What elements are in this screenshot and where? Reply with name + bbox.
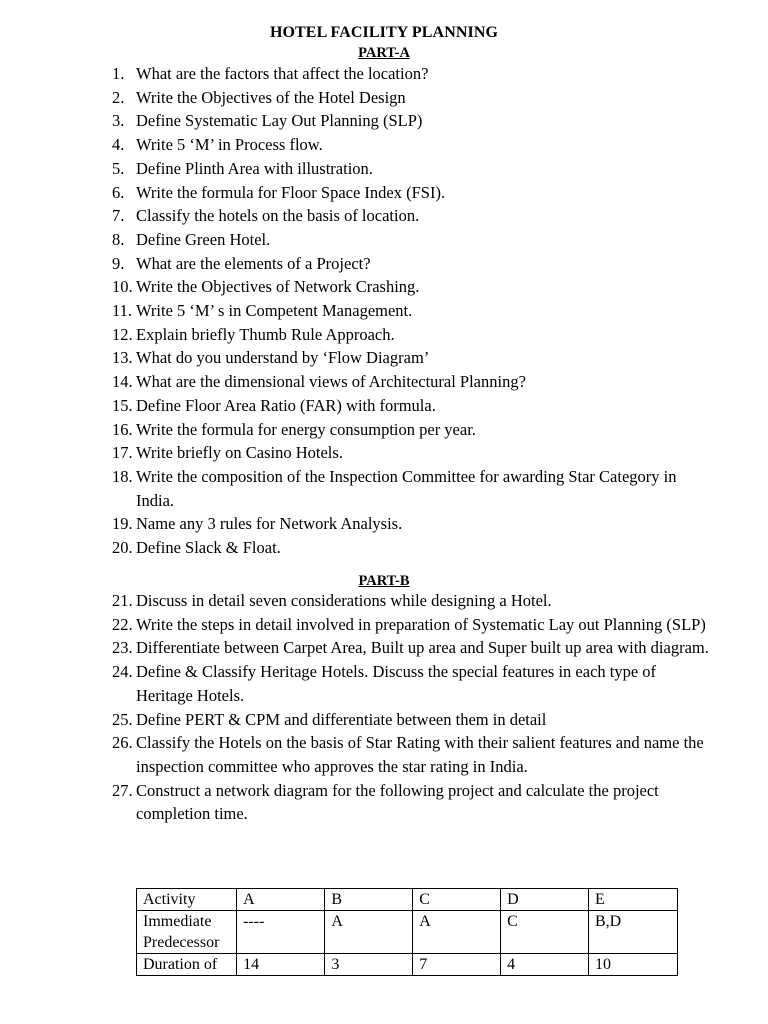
question-number: 12. [112,324,133,344]
table-row [137,911,678,954]
table-cell: 7 [413,954,501,976]
question-number: 26. [112,733,133,753]
question-text: What are the elements of a Project? [136,253,371,273]
table-row-label: Activity [137,889,237,911]
question-number: 8. [112,229,125,249]
question-item [112,109,712,133]
question-item [112,62,712,86]
question-item [112,252,712,276]
table-cell: A [325,911,413,954]
question-item [112,133,712,157]
table-row-label: Duration of [137,954,237,976]
question-number: 22. [112,614,133,634]
table-row-label: Immediate Predecessor [137,911,237,954]
question-text: Classify the hotels on the basis of location. [136,206,420,226]
table-cell: E [588,889,677,911]
question-text: What are the dimensional views of Architectural Planning? [136,372,526,392]
question-number: 15. [112,395,133,415]
question-item [112,613,712,637]
question-text: Write 5 ‘M’ s in Competent Management. [136,301,413,321]
question-item [112,228,712,252]
question-text: Write the formula for energy consumption per year. [136,419,476,439]
question-number: 17. [112,443,133,463]
question-text: Write the formula for Floor Space Index (FSI). [136,182,446,202]
question-number: 23. [112,638,133,658]
table-cell: A [413,911,501,954]
question-item [112,86,712,110]
question-number: 11. [112,301,133,321]
question-text: Construct a network diagram for the following project and calculate the project completion time. [136,780,659,824]
table-cell: ---- [237,911,325,954]
table-cell: C [413,889,501,911]
question-number: 2. [112,87,125,107]
question-text: Classify the Hotels on the basis of Star Rating with their salient features and name the inspection committee who approves the star rating in India. [136,733,704,776]
part-a-heading: PART-A [358,45,410,61]
question-item [112,323,712,347]
question-item [112,708,712,732]
question-number: 5. [112,158,125,178]
question-number: 7. [112,206,125,226]
question-number: 3. [112,111,125,131]
table-cell: B [325,889,413,911]
question-number: 18. [112,466,133,486]
question-item [112,465,712,512]
page-title: HOTEL FACILITY PLANNING [269,24,499,41]
question-item [112,204,712,228]
question-item [112,441,712,465]
question-item [112,779,712,826]
question-item [112,418,712,442]
question-number: 4. [112,135,125,155]
question-item [112,299,712,323]
question-text: Discuss in detail seven considerations while designing a Hotel. [136,591,552,610]
question-text: Define Systematic Lay Out Planning (SLP) [136,111,423,131]
question-text: Name any 3 rules for Network Analysis. [136,514,403,534]
question-number: 10. [112,277,133,297]
table-row [137,889,678,911]
question-item [112,512,712,536]
question-text: Differentiate between Carpet Area, Built up area and Super built up area with diagram. [136,638,709,658]
table-cell: 4 [501,954,589,976]
question-number: 19. [112,514,133,534]
question-number: 1. [112,64,125,83]
question-item [112,536,712,560]
question-text: Write the Objectives of the Hotel Design [136,87,406,107]
table-cell: 14 [237,954,325,976]
question-item [112,636,712,660]
question-text: Define Slack & Float. [136,538,281,558]
table-cell: B,D [588,911,677,954]
question-number: 21. [112,591,133,610]
part-b-heading: PART-B [358,573,410,589]
question-text: Write the Objectives of Network Crashing. [136,277,420,297]
question-item [112,275,712,299]
table-cell: C [501,911,589,954]
question-item [112,346,712,370]
question-text: Write the steps in detail involved in preparation of Systematic Lay out Planning (SLP) [136,614,706,634]
question-number: 25. [112,709,133,729]
question-text: Define Floor Area Ratio (FAR) with formula. [136,395,436,415]
question-item [112,731,712,778]
question-text: Define PERT & CPM and differentiate between them in detail [136,709,547,729]
table-cell: 10 [588,954,677,976]
question-text: Define Green Hotel. [136,229,271,249]
question-text: What are the factors that affect the location? [136,64,429,83]
project-activity-table [136,888,678,976]
question-number: 6. [112,182,125,202]
question-text: Explain briefly Thumb Rule Approach. [136,324,395,344]
question-item [112,181,712,205]
question-text: Define & Classify Heritage Hotels. Discuss the special features in each type of Heritage Hotels. [136,662,657,705]
question-text: Write the composition of the Inspection Committee for awarding Star Category in India. [136,466,677,510]
table-row [137,954,678,976]
part-b-question-list [112,589,712,826]
question-item [112,394,712,418]
question-item [112,660,712,707]
question-number: 27. [112,780,133,800]
question-item [112,157,712,181]
question-item [112,370,712,394]
table-cell: D [501,889,589,911]
table-cell: 3 [325,954,413,976]
question-number: 16. [112,419,133,439]
question-item [112,589,712,613]
question-text: Define Plinth Area with illustration. [136,158,373,178]
question-text: What do you understand by ‘Flow Diagram’ [136,348,430,368]
part-a-question-list [112,62,712,560]
question-number: 13. [112,348,133,368]
question-number: 24. [112,662,133,682]
question-number: 14. [112,372,133,392]
question-number: 20. [112,538,133,558]
table-cell: A [237,889,325,911]
question-number: 9. [112,253,125,273]
question-text: Write 5 ‘M’ in Process flow. [136,135,323,155]
question-text: Write briefly on Casino Hotels. [136,443,343,463]
